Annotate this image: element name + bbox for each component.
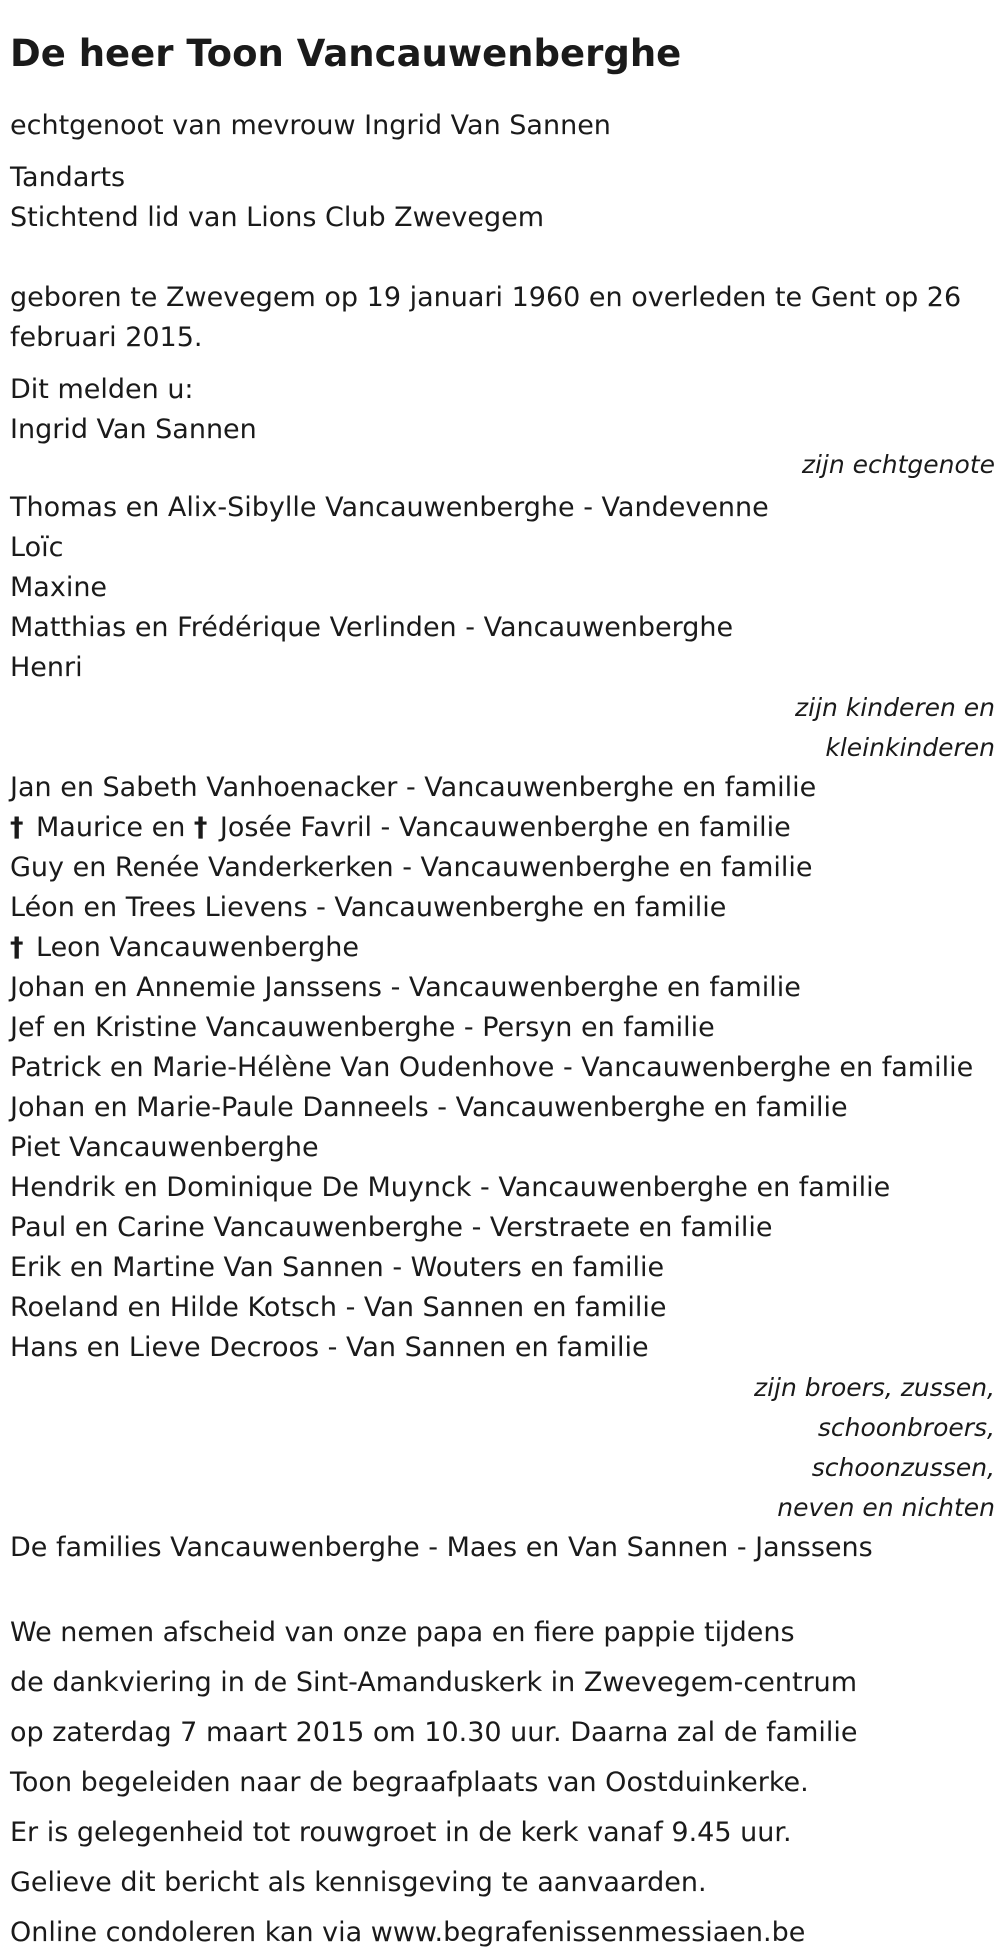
ceremony-line: Toon begeleiden naar de begraafplaats van Oostduinkerke. [10, 1767, 809, 1798]
occupation-block [10, 158, 1000, 238]
ceremony-line: Gelieve dit bericht als kennisgeving te aanvaarden. [10, 1867, 707, 1898]
mourner-name: Hendrik en Dominique De Muynck - Vancauwenberghe en familie [10, 1172, 891, 1203]
ceremony-block [10, 1608, 1000, 1958]
mourner-name: Jan en Sabeth Vanhoenacker - Vancauwenberghe en familie [10, 772, 817, 803]
mourner-name: Roeland en Hilde Kotsch - Van Sannen en familie [10, 1292, 667, 1323]
siblings-group [10, 768, 1000, 1528]
page-title: De heer Toon Vancauwenberghe [10, 32, 682, 75]
mourner-name: Maxine [10, 572, 108, 603]
mourner-name: Paul en Carine Vancauwenberghe - Verstraete en familie [10, 1212, 773, 1243]
occupation-line: Tandarts [10, 162, 126, 193]
mourner-name: Loïc [10, 532, 64, 563]
mourner-name: Jef en Kristine Vancauwenberghe - Persyn en familie [10, 1012, 715, 1043]
ceremony-line: We nemen afscheid van onze papa en fiere pappie tijdens [10, 1617, 795, 1648]
ceremony-line: de dankviering in de Sint-Amanduskerk in Zwevegem-centrum [10, 1667, 858, 1698]
children-group [10, 488, 1000, 768]
condolence-line: Online condoleren kan via www.begrafenissenmessiaen.be [10, 1917, 806, 1948]
mourner-name: Matthias en Frédérique Verlinden - Vancauwenberghe [10, 612, 734, 643]
relation-label: kleinkinderen [825, 733, 995, 762]
mourner-name: Johan en Annemie Janssens - Vancauwenberghe en familie [10, 972, 801, 1003]
birth-death-text: geboren te Zwevegem op 19 januari 1960 en overleden te Gent op 26 februari 2015. [10, 282, 962, 353]
cross-icon: † [193, 812, 208, 843]
mourner-name: Thomas en Alix-Sibylle Vancauwenberghe - Vandevenne [10, 492, 769, 523]
relation-label: zijn echtgenote [801, 450, 995, 479]
cross-icon: † [10, 812, 24, 843]
cross-icon: † [10, 932, 24, 963]
mourner-name: † Maurice en † Josée Favril - Vancauwenberghe en familie [10, 808, 1000, 848]
mourner-name: Piet Vancauwenberghe [10, 1132, 319, 1163]
relation-label: neven en nichten [777, 1493, 995, 1522]
spouse-line: echtgenoot van mevrouw Ingrid Van Sannen [10, 110, 611, 141]
mourner-name: † Leon Vancauwenberghe [10, 928, 1000, 968]
ceremony-line: op zaterdag 7 maart 2015 om 10.30 uur. Daarna zal de familie [10, 1717, 858, 1748]
mourner-name: Ingrid Van Sannen [10, 414, 257, 445]
spouse-group [10, 410, 1000, 480]
mourner-name: Hans en Lieve Decroos - Van Sannen en familie [10, 1332, 649, 1363]
occupation-line: Stichtend lid van Lions Club Zwevegem [10, 202, 545, 233]
relation-label: zijn kinderen en [795, 693, 995, 722]
mourner-name: Guy en Renée Vanderkerken - Vancauwenberghe en familie [10, 852, 813, 883]
mourner-name: Patrick en Marie-Hélène Van Oudenhove - Vancauwenberghe en familie [10, 1052, 974, 1083]
announce-intro: Dit melden u: [10, 374, 194, 405]
mourner-name: Léon en Trees Lievens - Vancauwenberghe en familie [10, 892, 727, 923]
relation-label: schoonbroers, [817, 1413, 995, 1442]
relation-label: zijn broers, zussen, [753, 1373, 995, 1402]
families-line: De families Vancauwenberghe - Maes en Van Sannen - Janssens [10, 1532, 873, 1563]
relation-label: schoonzussen, [811, 1453, 995, 1482]
mourner-name: Johan en Marie-Paule Danneels - Vancauwenberghe en familie [10, 1092, 848, 1123]
ceremony-line: Er is gelegenheid tot rouwgroet in de kerk vanaf 9.45 uur. [10, 1817, 792, 1848]
mourner-name: Henri [10, 652, 83, 683]
mourner-name: Erik en Martine Van Sannen - Wouters en familie [10, 1252, 665, 1283]
